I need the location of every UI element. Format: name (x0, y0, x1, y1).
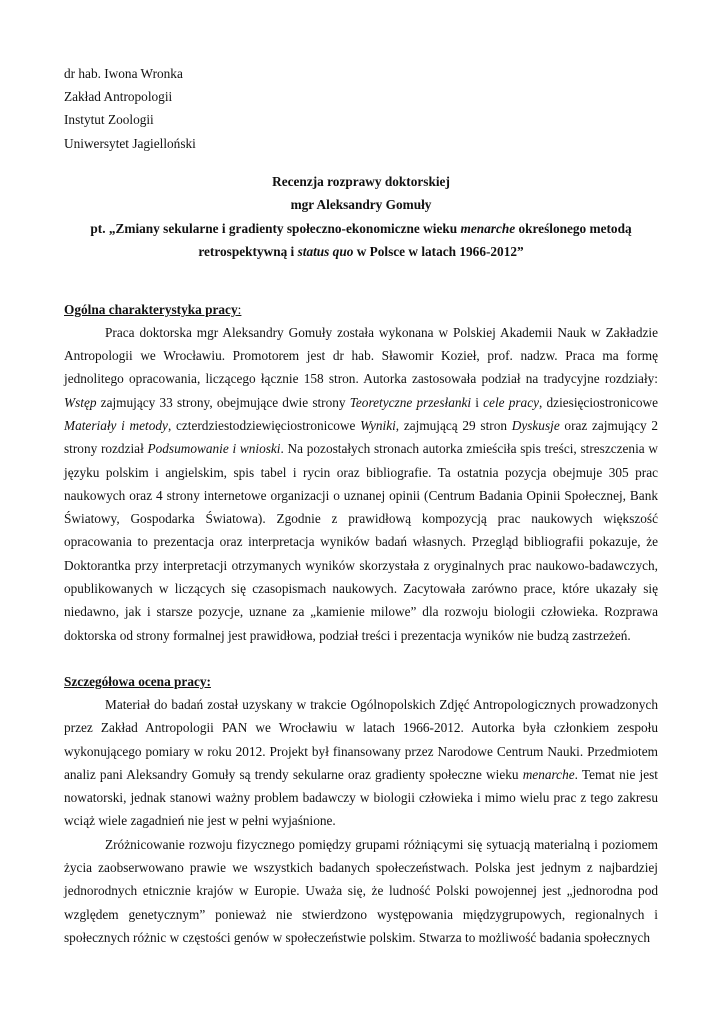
detailed-paragraph-2: Zróżnicowanie rozwoju fizycznego pomiędzy grupami różniącymi się sytuacją materialną i poziomem życia zaobserwowano prawie we wszystkich badanych społeczeństwach. Polska jest jednym z najbardziej jednorodnych etnicznie krajów w Europie. Uważa się, że ludność Polski powojennej jest „jednorodna pod względem genetycznym” ponieważ nie stwierdzono występowania międzygrupowych, regionalnych i społecznych różnic w częstości genów w społeczeństwie polskim. Stwarza to możliwość badania społecznych (64, 836, 658, 945)
review-title (64, 170, 658, 264)
section-heading-general: Ogólna charakterystyka pracy: (64, 301, 242, 317)
reviewer-university: Uniwersytet Jagielloński (64, 135, 196, 151)
reviewer-department: Zakład Antropologii (64, 89, 173, 105)
general-paragraph: Praca doktorska mgr Aleksandry Gomuły została wykonana w Polskiej Akademii Nauk w Zakładzie Antropologii we Wrocławiu. Promotorem jest dr hab. Sławomir Kozieł, prof. nadzw. Praca ma formę jednolitego opracowania, liczącego łącznie 158 stron. Autorka zastosowała podział na tradycyjne rozdziały: Wstęp zajmujący 33 strony, obejmujące dwie strony Teoretyczne przesłanki i cele pracy, dziesięciostronicowe Materiały i metody, czterdziestodziewięciostronicowe Wyniki, zajmującą 29 stron Dyskusje oraz zajmujący 2 strony rozdział Podsumowanie i wnioski. Na pozostałych stronach autorka zmieściła spis treści, streszczenia w języku polskim i angielskim, spis tabel i rycin oraz bibliografie. Ta ostatnia pozycja obejmuje 305 prac naukowych oraz 4 strony internetowe organizacji o uznanej opinii (Centrum Badania Opinii Społecznej, Bank Światowy, Gospodarka Światowa). Zgodnie z prawidłową kompozycją prac naukowych większość opracowania to prezentacja oraz interpretacja wyników badań własnych. Przegląd bibliografii pokazuje, że Doktorantka przy interpretacji otrzymanych wyników skorzystała z oryginalnych prac naukowo-badawczych, opublikowanych w liczących się czasopismach naukowych. Zacytowała zarówno prace, które ukazały się niedawno, jak i starsze pozycje, uznane za „kamienie milowe” dla rozwoju biologii człowieka. Rozprawa doktorska od strony formalnej jest prawidłowa, podział treści i prezentacja wyników nie budzą zastrzeżeń. (64, 324, 659, 643)
title-line-2: mgr Aleksandry Gomuły (290, 197, 432, 213)
reviewer-name: dr hab. Iwona Wronka (64, 66, 183, 81)
title-line-1: Recenzja rozprawy doktorskiej (272, 173, 450, 189)
section-heading-detailed: Szczegółowa ocena pracy: (64, 673, 211, 689)
title-line-3: pt. „Zmiany sekularne i gradienty społeczno-ekonomiczne wieku menarche określonego metodą retrospektywną i status quo w Polsce w latach 1966-2012” (90, 220, 632, 260)
document-page (64, 62, 658, 949)
reviewer-block (64, 62, 658, 155)
detailed-paragraph-1: Materiał do badań został uzyskany w trakcie Ogólnopolskich Zdjęć Antropologicznych prowadzonych przez Zakład Antropologii PAN we Wrocławiu w latach 1966-2012. Autorka była członkiem zespołu wykonującego pomiary w roku 2012. Projekt był finansowany przez Narodowe Centrum Nauki. Przedmiotem analiz pani Aleksandry Gomuły są trendy sekularne oraz gradienty społeczne wieku menarche. Temat nie jest nowatorski, jednak stanowi ważny problem badawczy w biologii człowieka i mimo wielu prac z tego zakresu wciąż wiele zagadnień nie jest w pełni wyjaśnione. (64, 696, 658, 829)
reviewer-institute: Instytut Zoologii (64, 112, 154, 128)
